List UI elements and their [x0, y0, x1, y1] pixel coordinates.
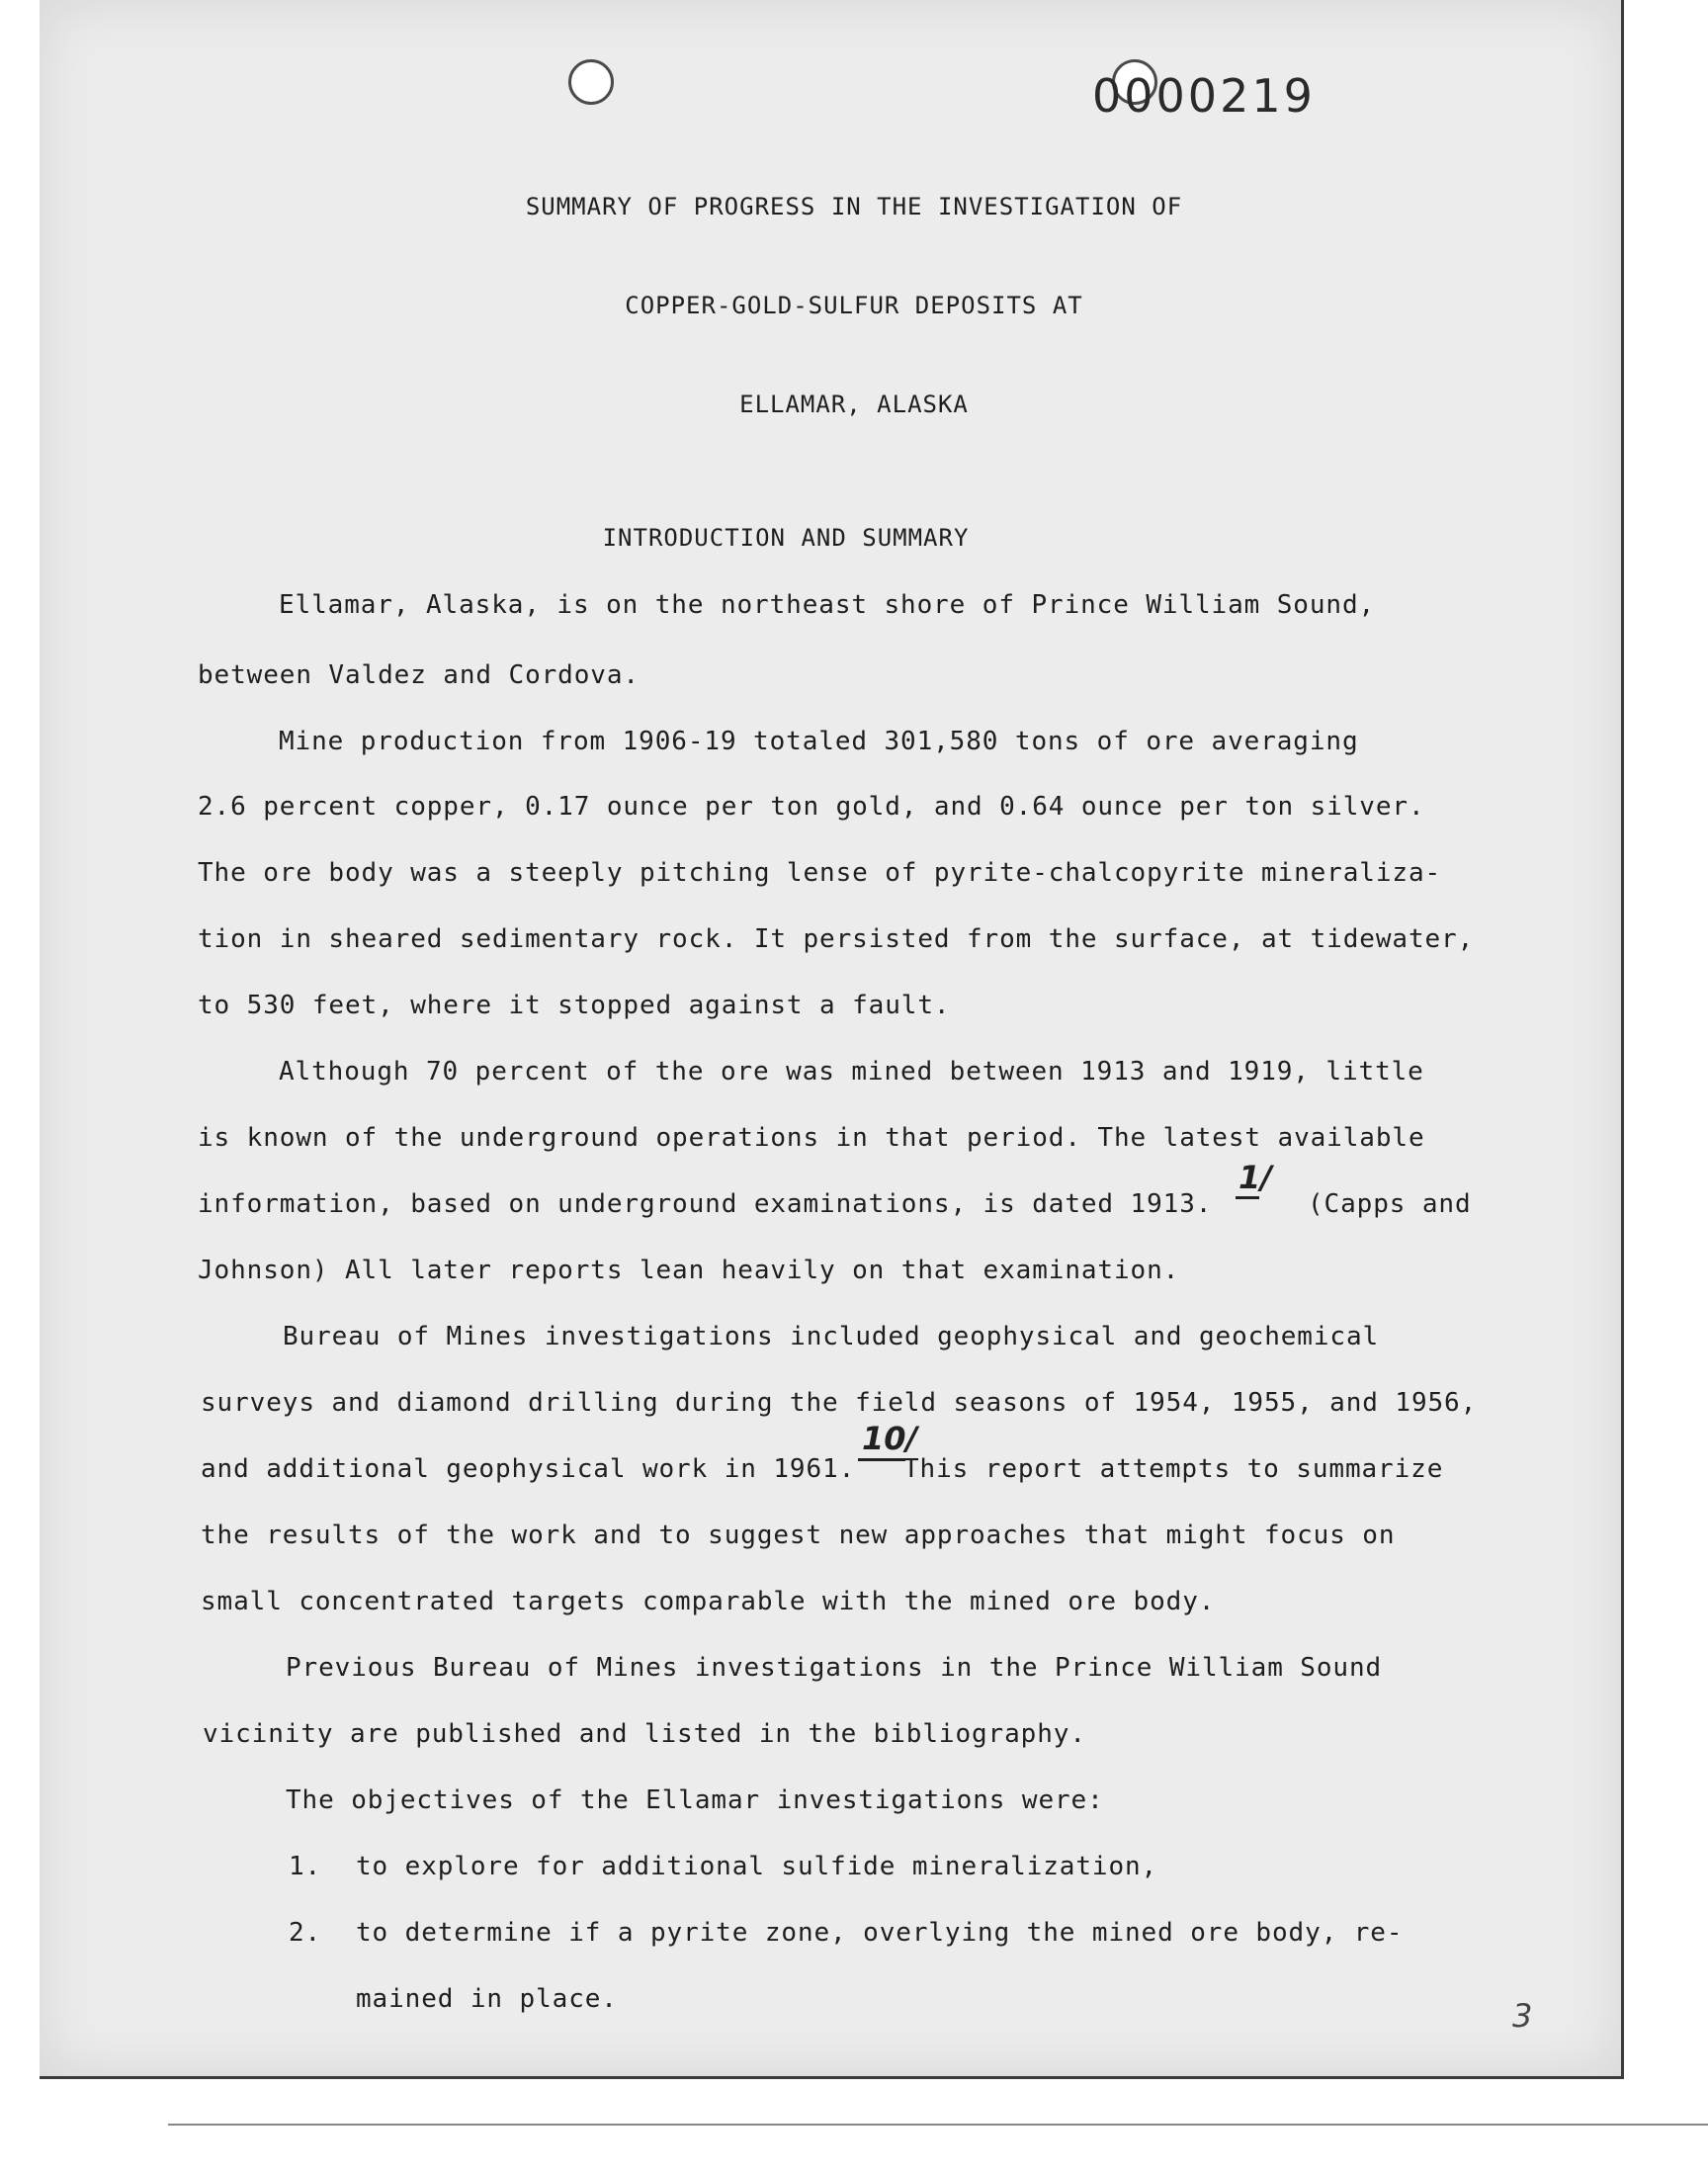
footnote-underline	[858, 1458, 905, 1461]
body-line: Although 70 percent of the ore was mined between 1913 and 1919, little	[279, 1057, 1424, 1087]
document-number: 0000219	[1092, 69, 1316, 123]
body-line: The objectives of the Ellamar investigations were:	[286, 1785, 1104, 1815]
punch-hole-left	[568, 59, 614, 105]
title-line-3: ELLAMAR, ALASKA	[739, 391, 969, 418]
body-line: to 530 feet, where it stopped against a fault.	[198, 991, 951, 1020]
page-number: 3	[1512, 1997, 1533, 2035]
body-line: and additional geophysical work in 1961.	[201, 1454, 856, 1484]
footnote-underline	[1236, 1196, 1259, 1199]
body-line: Bureau of Mines investigations included geophysical and geochemical	[283, 1322, 1380, 1351]
bottom-rule	[168, 2124, 1708, 2126]
body-line: (Capps and	[1308, 1189, 1472, 1219]
body-line: is known of the underground operations in that period. The latest available	[198, 1123, 1425, 1153]
body-line: Previous Bureau of Mines investigations in the Prince William Sound	[286, 1653, 1383, 1683]
body-line: The ore body was a steeply pitching lense of pyrite-chalcopyrite mineraliza-	[198, 858, 1442, 888]
body-line: Ellamar, Alaska, is on the northeast shore of Prince William Sound,	[279, 590, 1376, 620]
body-line: tion in sheared sedimentary rock. It persisted from the surface, at tidewater,	[198, 924, 1475, 954]
title-line-2: COPPER-GOLD-SULFUR DEPOSITS AT	[625, 292, 1083, 319]
body-line: This report attempts to summarize	[903, 1454, 1444, 1484]
list-item-text: to determine if a pyrite zone, overlying the mined ore body, re-	[356, 1918, 1404, 1948]
footnote-mark: 1/	[1238, 1159, 1272, 1196]
body-line: small concentrated targets comparable with the mined ore body.	[201, 1587, 1216, 1616]
body-line: between Valdez and Cordova.	[198, 660, 640, 690]
section-heading: INTRODUCTION AND SUMMARY	[602, 524, 970, 552]
body-line: Mine production from 1906-19 totaled 301,580 tons of ore averaging	[279, 727, 1359, 756]
list-item-text: mained in place.	[356, 1984, 618, 2014]
body-line: surveys and diamond drilling during the field seasons of 1954, 1955, and 1956,	[201, 1388, 1478, 1418]
body-line: information, based on underground examinations, is dated 1913.	[198, 1189, 1213, 1219]
body-line: vicinity are published and listed in the bibliography.	[203, 1719, 1086, 1749]
list-number: 1.	[289, 1852, 322, 1881]
list-item-text: to explore for additional sulfide mineralization,	[356, 1852, 1158, 1881]
body-line: the results of the work and to suggest new approaches that might focus on	[201, 1521, 1396, 1550]
footnote-mark: 10/	[862, 1420, 918, 1457]
body-line: Johnson) All later reports lean heavily on that examination.	[198, 1256, 1180, 1285]
body-line: 2.6 percent copper, 0.17 ounce per ton gold, and 0.64 ounce per ton silver.	[198, 792, 1425, 822]
title-line-1: SUMMARY OF PROGRESS IN THE INVESTIGATION OF	[525, 193, 1183, 220]
list-number: 2.	[289, 1918, 322, 1948]
